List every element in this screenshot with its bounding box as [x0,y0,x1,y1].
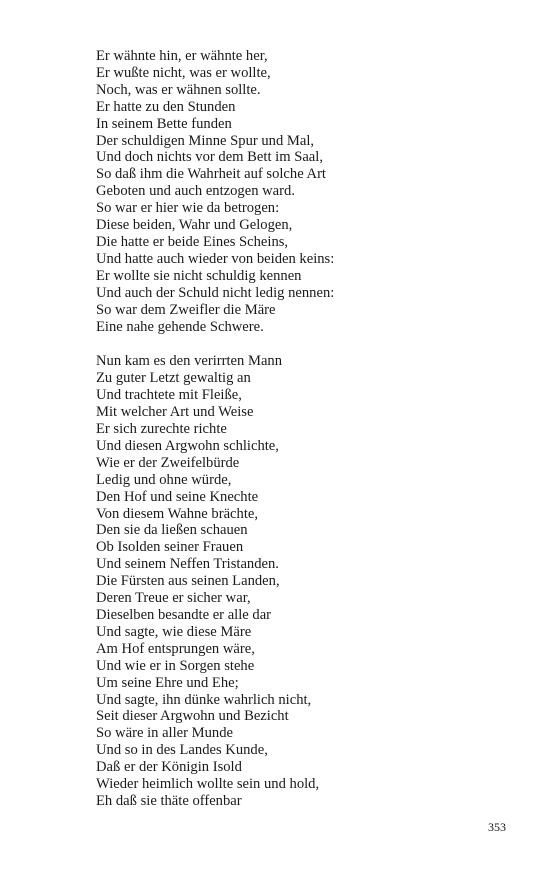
verse-line: Und auch der Schuld nicht ledig nennen: [96,284,335,301]
verse-line: Und diesen Argwohn schlichte, [96,437,279,454]
verse-line: Am Hof entsprungen wäre, [96,640,255,657]
verse-line: Die hatte er beide Eines Scheins, [96,233,289,250]
verse-line: Und wie er in Sorgen stehe [96,657,255,674]
verse-line: Daß er der Königin Isold [96,759,242,776]
stanza-1 [96,48,516,335]
verse-line: Eine nahe gehende Schwere. [96,318,264,335]
verse-line: Seit dieser Argwohn und Bezicht [96,708,289,725]
verse-line: Nun kam es den verirrten Mann [96,353,283,370]
verse-line: Ledig und ohne würde, [96,471,232,488]
verse-line: Und trachtete mit Fleiße, [96,387,242,404]
verse-line: Er wollte sie nicht schuldig kennen [96,267,302,284]
verse-line: Diese beiden, Wahr und Gelogen, [96,217,293,234]
verse-line: Deren Treue er sicher war, [96,590,251,607]
verse-line: So war dem Zweifler die Märe [96,301,276,318]
verse-line: Von diesem Wahne brächte, [96,505,259,522]
verse-line: Die Fürsten aus seinen Landen, [96,573,280,590]
verse-line: So war er hier wie da betrogen: [96,200,280,217]
verse-line: Wie er der Zweifelbürde [96,454,240,471]
verse-line: Den sie da ließen schauen [96,522,248,539]
verse-line: Um seine Ehre und Ehe; [96,674,239,691]
verse-line: Und hatte auch wieder von beiden keins: [96,250,335,267]
verse-line: Und seinem Neffen Tristanden. [96,556,279,573]
verse-line: Er wußte nicht, was er wollte, [96,64,271,81]
verse-line: Dieselben besandte er alle dar [96,607,272,623]
verse-line: Den Hof und seine Knechte [96,488,259,505]
verse-line: Er sich zurechte richte [96,421,227,438]
verse-line: Zu guter Letzt gewaltig an [96,370,251,387]
verse-line: Eh daß sie thäte offenbar [96,792,242,809]
verse-line: Er hatte zu den Stunden [96,98,236,115]
verse-line: Und sagte, wie diese Märe [96,623,252,640]
verse-line: Der schuldigen Minne Spur und Mal, [96,132,315,149]
verse-line: Und so in des Landes Kunde, [96,742,268,759]
verse-line: Wieder heimlich wollte sein und hold, [96,776,320,793]
page-number: 353 [488,820,506,834]
verse-line: Mit welcher Art und Weise [96,404,254,421]
verse-line: Noch, was er wähnen sollte. [96,81,261,98]
verse-line: Und sagte, ihn dünke wahrlich nicht, [96,691,312,708]
stanza-2 [96,353,516,809]
verse-line: Geboten und auch entzogen ward. [96,183,295,200]
verse-line: So daß ihm die Wahrheit auf solche Art [96,166,326,183]
verse-line: Er wähnte hin, er wähnte her, [96,48,268,64]
verse-line: Und doch nichts vor dem Bett im Saal, [96,149,323,166]
verse-line: In seinem Bette funden [96,115,232,132]
verse-line: So wäre in aller Munde [96,725,233,742]
poem-text [96,48,516,828]
verse-line: Ob Isolden seiner Frauen [96,539,244,556]
